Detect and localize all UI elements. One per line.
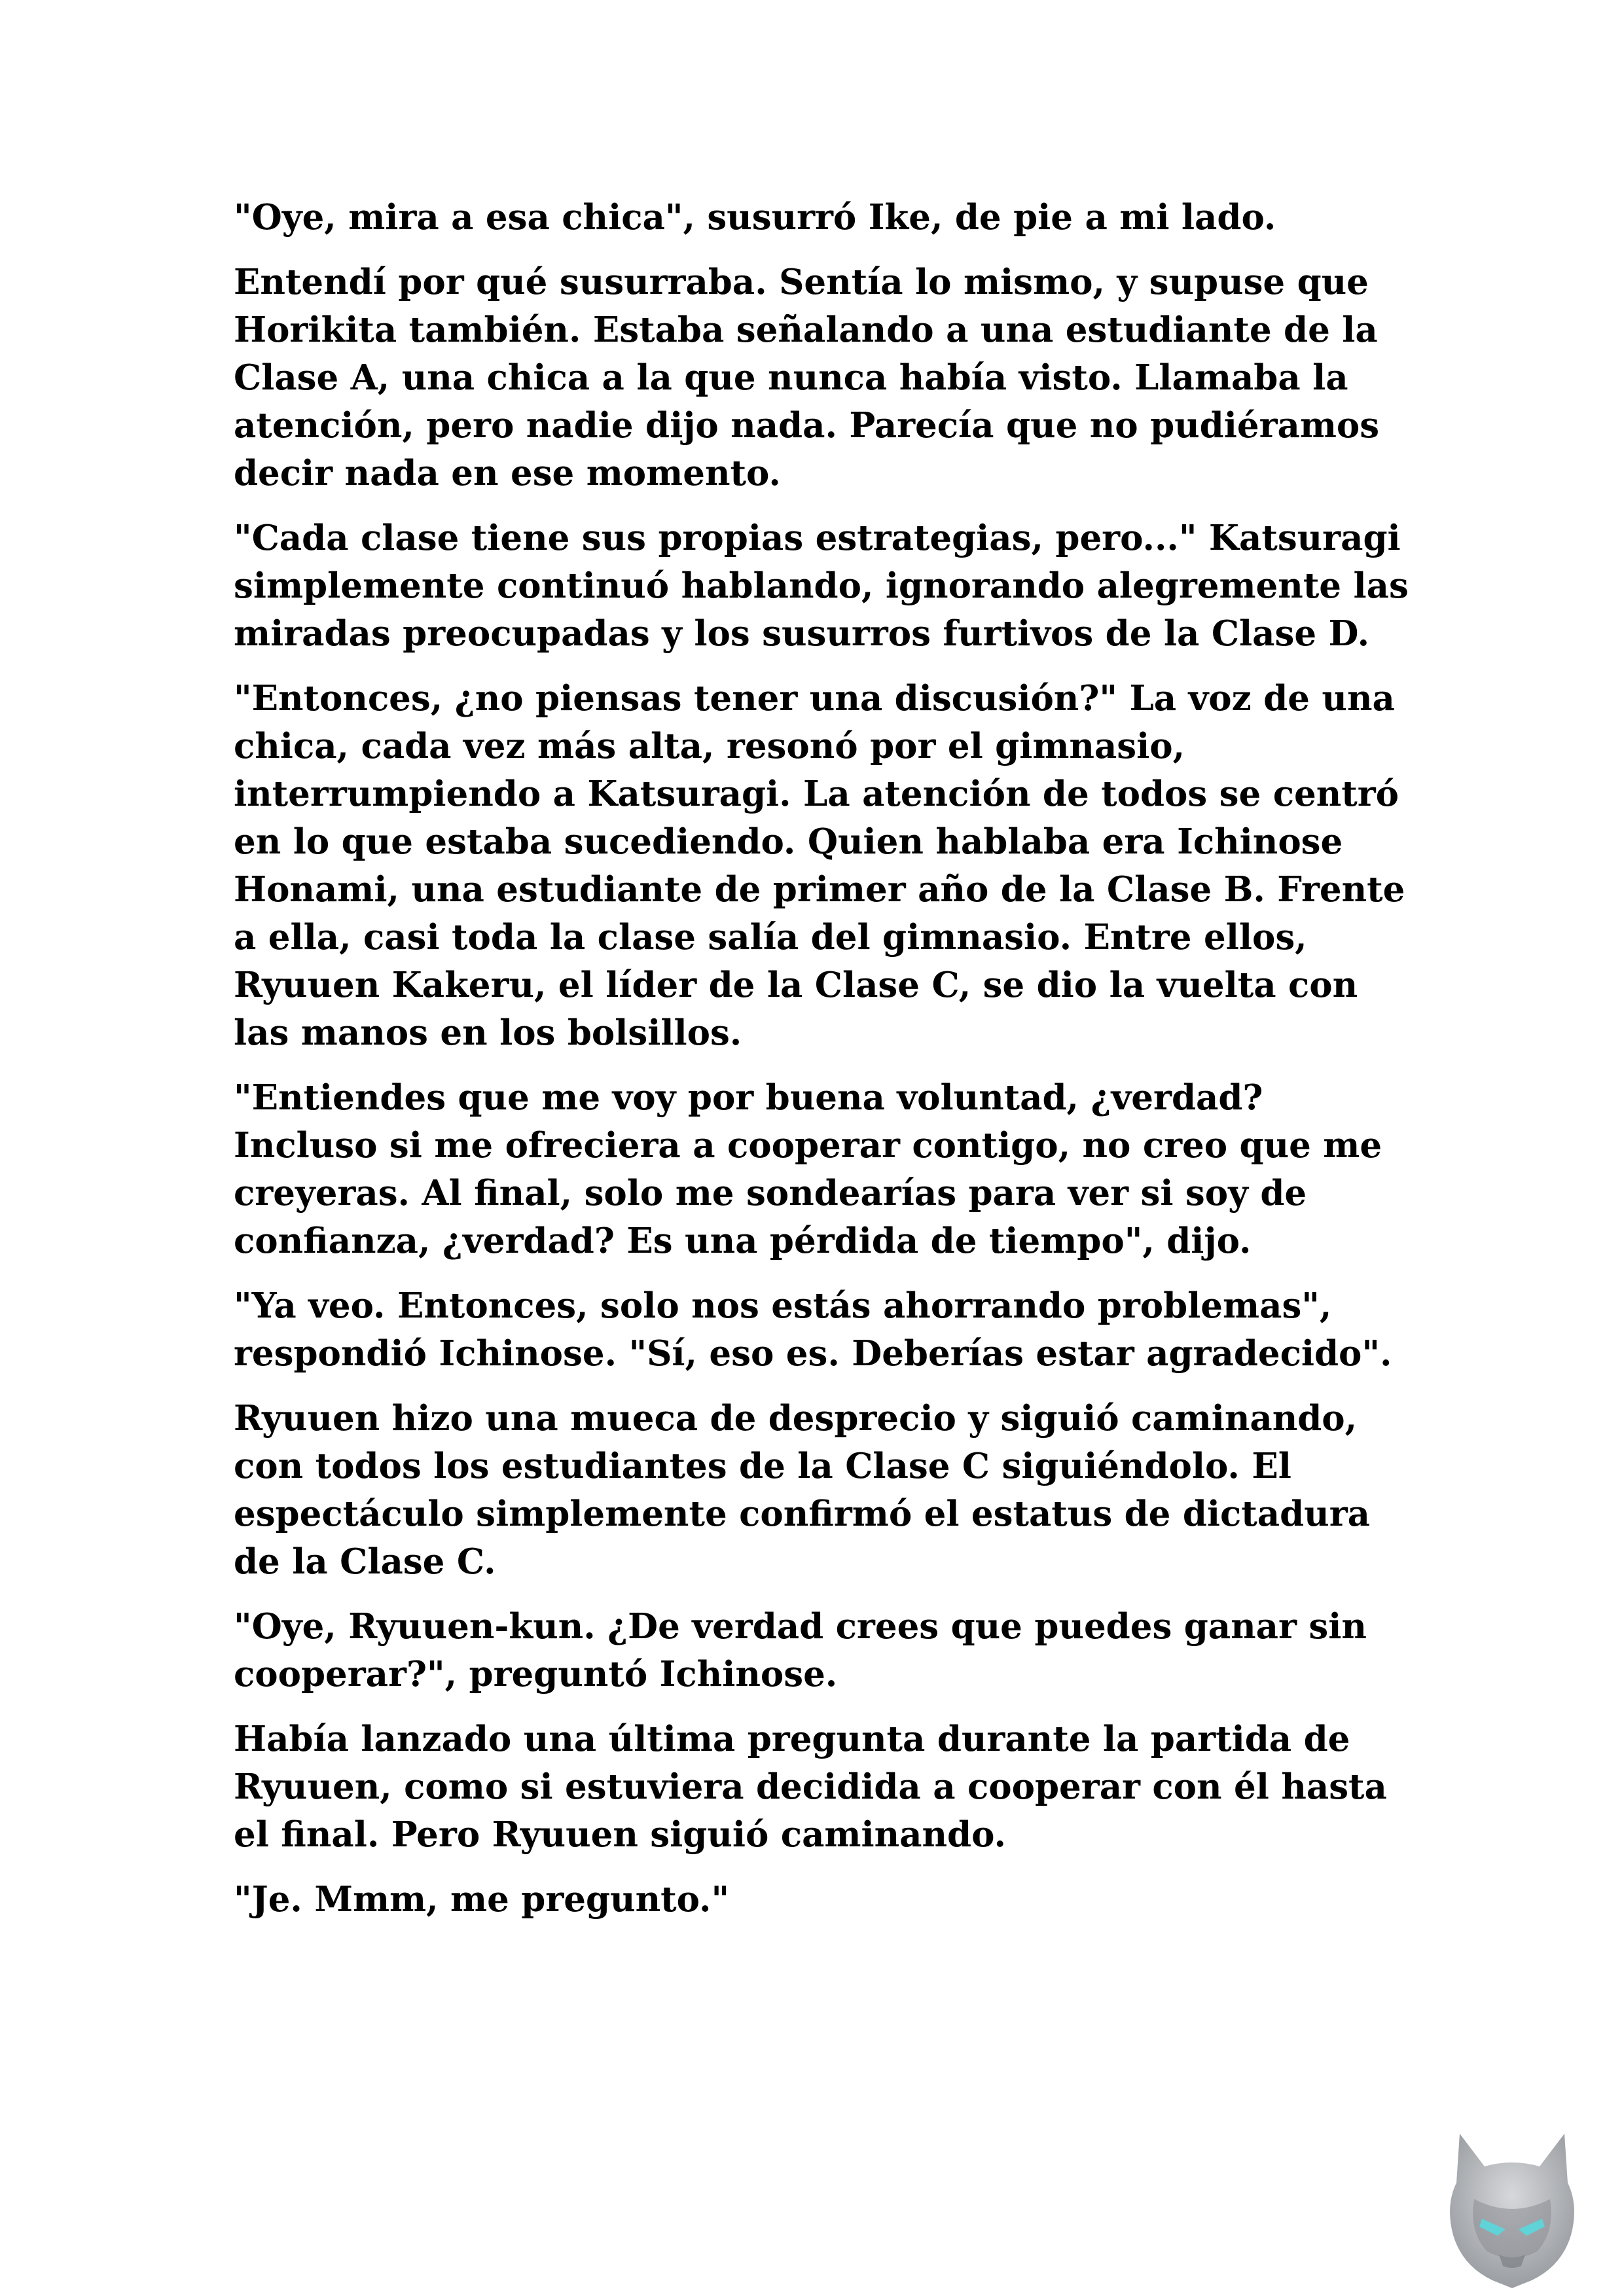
paragraph-8: "Oye, Ryuuen-kun. ¿De verdad crees que puedes ganar sin cooperar?", preguntó Ichinose.: [234, 1606, 1367, 1695]
demon-head-logo-icon: [1434, 2121, 1591, 2291]
paragraph-7: Ryuuen hizo una mueca de desprecio y siguió caminando, con todos los estudiantes de la Clase C siguiéndolo. El espectáculo simplemente confirmó el estatus de dictadura de la Clase C.: [234, 1398, 1370, 1582]
paragraph-5: "Entiendes que me voy por buena voluntad, ¿verdad? Incluso si me ofreciera a cooperar contigo, no creo que me creyeras. Al final, solo me sondearías para ver si soy de confianza, ¿verdad? Es una pérdida de tiempo", dijo.: [234, 1077, 1382, 1261]
paragraph-10: "Je. Mmm, me pregunto.": [234, 1879, 730, 1920]
paragraph-9: Había lanzado una última pregunta durante la partida de Ryuuen, como si estuviera decidida a cooperar con él hasta el final. Pero Ryuuen siguió caminando.: [234, 1719, 1387, 1855]
paragraph-3: "Cada clase tiene sus propias estrategias, pero..." Katsuragi simplemente continuó hablando, ignorando alegremente las miradas preocupadas y los susurros furtivos de la Clase D.: [234, 518, 1409, 654]
body-text: [234, 194, 1412, 1941]
paragraph-1: "Oye, mira a esa chica", susurró Ike, de pie a mi lado.: [234, 197, 1276, 238]
paragraph-6: "Ya veo. Entonces, solo nos estás ahorrando problemas", respondió Ichinose. "Sí, eso es. Deberías estar agradecido".: [234, 1285, 1392, 1374]
paragraph-2: Entendí por qué susurraba. Sentía lo mismo, y supuse que Horikita también. Estaba señalando a una estudiante de la Clase A, una chica a la que nunca había visto. Llamaba la atención, pero nadie dijo nada. Parecía que no pudiéramos decir nada en ese momento.: [234, 262, 1380, 493]
paragraph-4: "Entonces, ¿no piensas tener una discusión?" La voz de una chica, cada vez más alta, resonó por el gimnasio, interrumpiendo a Katsuragi. La atención de todos se centró en lo que estaba sucediendo. Quien hablaba era Ichinose Honami, una estudiante de primer año de la Clase B. Frente a ella, casi toda la clase salía del gimnasio. Entre ellos, Ryuuen Kakeru, el líder de la Clase C, se dio la vuelta con las manos en los bolsillos.: [234, 678, 1405, 1053]
